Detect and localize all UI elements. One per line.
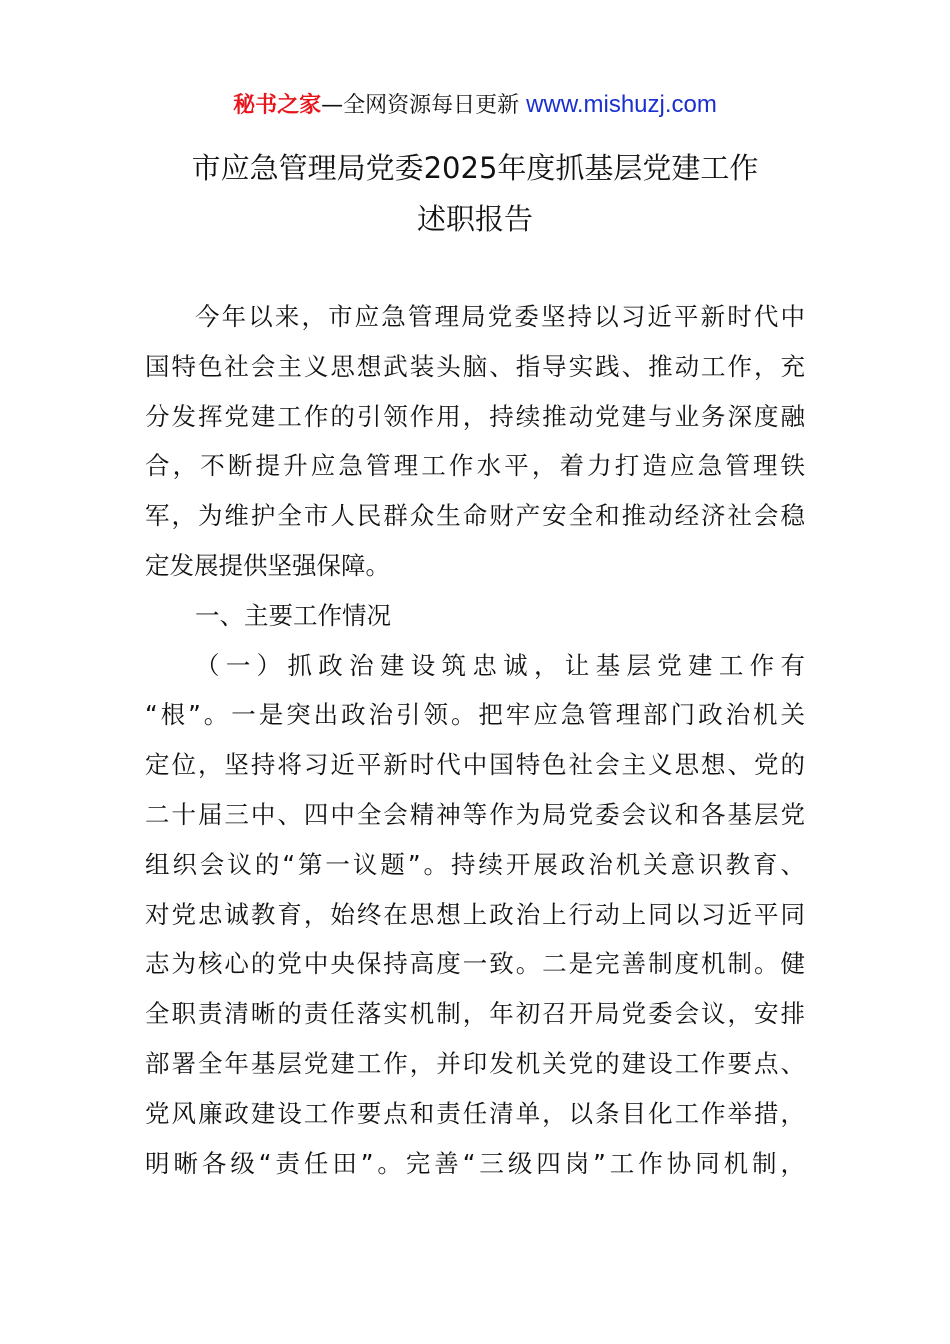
text-line: 明晰各级“责任田”。完善“三级四岗”工作协同机制， bbox=[145, 1148, 805, 1178]
paragraph bbox=[145, 641, 805, 1189]
text-line: 合，不断提升应急管理工作水平，着力打造应急管理铁 bbox=[145, 451, 805, 481]
text-line: 军，为维护全市人民群众生命财产安全和推动经济社会稳 bbox=[145, 501, 805, 531]
paragraph bbox=[145, 591, 805, 641]
text-line: （一）抓政治建设筑忠诚，让基层党建工作有 bbox=[195, 650, 805, 680]
document-body bbox=[145, 292, 805, 1188]
text-line: 国特色社会主义思想武装头脑、指导实践、推动工作，充 bbox=[145, 351, 805, 381]
text-line: 党风廉政建设工作要点和责任清单，以条目化工作举措， bbox=[145, 1098, 805, 1128]
title-line-2: 述职报告 bbox=[416, 202, 533, 236]
text-line: 组织会议的“第一议题”。持续开展政治机关意识教育、 bbox=[145, 849, 805, 879]
paragraph bbox=[145, 292, 805, 591]
banner-slogan: —全网资源每日更新 bbox=[321, 93, 527, 118]
text-line: 分发挥党建工作的引领作用，持续推动党建与业务深度融 bbox=[145, 401, 805, 431]
site-banner bbox=[0, 88, 950, 123]
text-line: 定发展提供坚强保障。 bbox=[145, 550, 390, 580]
text-line: 部署全年基层党建工作，并印发机关党的建设工作要点、 bbox=[145, 1048, 805, 1078]
document-title bbox=[0, 143, 950, 245]
text-line: 一、主要工作情况 bbox=[195, 600, 391, 630]
text-line: 志为核心的党中央保持高度一致。二是完善制度机制。健 bbox=[145, 949, 805, 979]
text-line: 对党忠诚教育，始终在思想上政治上行动上同以习近平同 bbox=[145, 899, 805, 929]
text-line: 二十届三中、四中全会精神等作为局党委会议和各基层党 bbox=[145, 799, 805, 829]
text-line: “根”。一是突出政治引领。把牢应急管理部门政治机关 bbox=[145, 700, 805, 730]
text-line: 今年以来，市应急管理局党委坚持以习近平新时代中 bbox=[195, 302, 805, 331]
title-line-1: 市应急管理局党委2025年度抓基层党建工作 bbox=[191, 151, 759, 185]
banner-url-link[interactable]: www.mishuzj.com bbox=[526, 91, 717, 118]
text-line: 定位，坚持将习近平新时代中国特色社会主义思想、党的 bbox=[145, 750, 805, 780]
text-line: 全职责清晰的责任落实机制，年初召开局党委会议，安排 bbox=[145, 999, 805, 1029]
banner-brand: 秘书之家 bbox=[233, 93, 322, 118]
